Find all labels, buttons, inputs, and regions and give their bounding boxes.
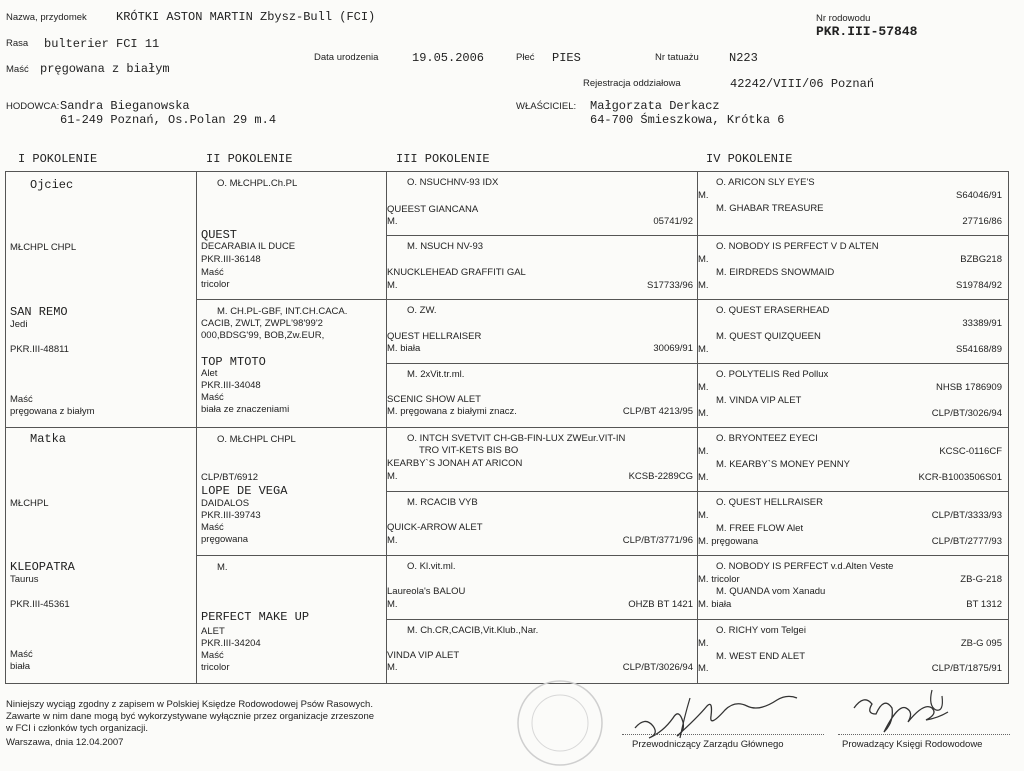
gen-heading-1: I POKOLENIE [18,152,98,166]
gen2-kennel: Alet [201,368,218,379]
sex-label: Płeć [516,52,535,63]
sire-kennel: Jedi [10,319,28,330]
gen2-father-title: O. MŁCHPL CHPL [217,434,296,445]
gen4-name: O. ARICON SLY EYE'S [716,177,815,188]
signature-registrar-caption: Prowadzący Księgi Rodowodowe [842,739,983,750]
gen4-sex: M. biała [698,599,732,610]
dam-color: biała [10,661,31,672]
gen4-reg: NHSB 1786909 [935,382,1002,393]
gen3-sex: M. [387,599,398,610]
gen3-reg: S17733/96 [647,280,693,291]
gen3-title: O. NSUCHNV-93 IDX [407,177,499,188]
gen4-sex: M. [698,638,709,649]
gen3-name: KEARBY`S JONAH AT ARICON [387,458,523,469]
branch-label: Rejestracja oddziałowa [583,78,681,89]
gen3-sex: M. pręgowana z białymi znacz. [387,406,517,417]
gen4-reg: CLP/BT/3333/93 [931,510,1002,521]
gen4-cell [698,620,1008,683]
footer-line-3: w FCI i członków tych organizacji. [6,723,149,734]
gen4-reg: S19784/92 [956,280,1002,291]
gen2-titles-2: 000,BDSG'99, BOB,Zw.EUR, [201,330,325,341]
gen4-name: O. NOBODY IS PERFECT v.d.Alten Veste [716,561,894,572]
gen2-father-title: M. CH.PL-GBF, INT.CH.CACA. [217,306,348,317]
gen4-cell [698,492,1008,555]
gen4-reg: BZBG218 [960,254,1002,265]
gen4-sex: M. [698,510,709,521]
gen2-color: tricolor [201,279,230,290]
gen2-color-label: Maść [201,522,224,533]
gen3-title: M. 2xVit.tr.ml. [407,369,465,380]
gen4-sex: M. [698,408,709,419]
gen4-cell [698,364,1008,427]
gen2-kennel: DAIDALOS [201,498,250,509]
gen3-sex: M. [387,280,398,291]
gen2-name: DECARABIA IL DUCE [201,241,296,252]
branch-value: 42242/VIII/06 Poznań [730,77,875,91]
owner-label: WŁAŚCICIEL: [516,101,577,112]
gen3-name: QUICK-ARROW ALET [387,522,483,533]
gen3-cell [387,428,697,491]
gen3-title: M. NSUCH NV-93 [407,241,484,252]
gen4-cell [698,236,1008,299]
gen4-name: O. POLYTELIS Red Pollux [716,369,829,380]
signature-registrar [850,686,960,741]
gen2-name: TOP MTOTO [201,355,266,369]
gen4-reg: S54168/89 [956,344,1002,355]
gen3-cell [387,236,697,299]
gen-heading-4: IV POKOLENIE [706,152,793,166]
breed-label: Rasa [6,38,29,49]
sire-name: SAN REMO [10,305,68,319]
gen4-cell [698,172,1008,235]
gen3-reg: OHZB BT 1421 [628,599,693,610]
breeder-name: Sandra Bieganowska [60,99,190,113]
sire-role: Ojciec [30,178,74,192]
gen3-cell [387,300,697,363]
gen3-title: O. ZW. [407,305,437,316]
gen3-reg: 05741/92 [653,216,693,227]
gen4-name: O. BRYONTEEZ EYECI [716,433,818,444]
gen1-dam-cell [6,428,196,683]
birth-value: 19.05.2006 [412,51,485,65]
gen4-sex: M. [698,663,709,674]
gen2-color-label: Maść [201,392,224,403]
gen4-name: M. VINDA VIP ALET [716,395,802,406]
sex-value: PIES [552,51,581,65]
dam-titles: MŁCHPL [10,498,49,509]
gen2-color: pręgowana [201,534,249,545]
gen4-sex: M. pręgowana [698,536,759,547]
gen2-name: LOPE DE VEGA [201,484,288,498]
gen3-sex: M. [387,471,398,482]
gen3-title: O. INTCH SVETVIT CH-GB-FIN-LUX ZWEur.VIT-IN [407,433,626,444]
gen2-color-label: Maść [201,267,224,278]
gen2-titles: CACIB, ZWLT, ZWPL'98'99'2 [201,318,323,329]
reg-no-label: Nr rodowodu [816,13,871,24]
gen3-name: VINDA VIP ALET [387,650,460,661]
gen4-cell [698,428,1008,491]
gen2-titles: CLP/BT/6912 [201,472,259,483]
gen2-father-title: O. MŁCHPL.Ch.PL [217,178,298,189]
reg-no-value: PKR.III-57848 [816,24,918,39]
breed-value: bulterier FCI 11 [44,37,160,51]
gen4-sex: M. [698,280,709,291]
signature-chairman-caption: Przewodniczący Zarządu Głównego [632,739,784,750]
gen2-kennel: QUEST [201,228,238,242]
footer-line-1: Niniejszy wyciąg zgodny z zapisem w Polskiej Księdze Rodowodowej Psów Rasowych. [6,699,373,710]
gen4-name: M. EIRDREDS SNOWMAID [716,267,835,278]
gen4-reg: ZB-G 095 [960,638,1002,649]
gen4-sex: M. [698,446,709,457]
dam-color-label: Maść [10,649,33,660]
gen3-reg: 30069/91 [653,343,693,354]
owner-address: 64-700 Śmieszkowa, Krótka 6 [590,113,785,127]
gen3-sex: M. [387,535,398,546]
gen4-reg: BT 1312 [966,599,1002,610]
gen4-sex: M. [698,382,709,393]
gen4-name: M. WEST END ALET [716,651,806,662]
gen3-cell [387,364,697,427]
gen3-cell [387,620,697,683]
sire-titles: MŁCHPL CHPL [10,242,77,253]
gen2-reg: PKR.III-39743 [201,510,261,521]
gen-heading-2: II POKOLENIE [206,152,293,166]
gen4-sex: M. tricolor [698,574,740,585]
dam-role: Matka [30,432,67,446]
official-stamp [515,678,605,771]
gen4-name: O. QUEST HELLRAISER [716,497,823,508]
gen3-name: KNUCKLEHEAD GRAFFITI GAL [387,267,526,278]
gen4-name: M. GHABAR TREASURE [716,203,824,214]
gen2-color-label: Maść [201,650,224,661]
gen3-reg: KCSB-2289CG [628,471,693,482]
gen4-sex: M. [698,190,709,201]
gen4-cell [698,556,1008,619]
gen3-name: SCENIC SHOW ALET [387,394,481,405]
gen3-title-2: TRO VIT-KETS BIS BO [419,445,519,456]
gen4-sex: M. [698,254,709,265]
gen4-reg: ZB-G-218 [960,574,1002,585]
breeder-address: 61-249 Poznań, Os.Polan 29 m.4 [60,113,277,127]
footer-date: Warszawa, dnia 12.04.2007 [6,737,124,748]
gen3-sex: M. [387,662,398,673]
gen3-sex: M. biała [387,343,421,354]
gen4-reg: KCSC-0116CF [939,446,1002,457]
gen3-sex: M. [387,216,398,227]
gen3-cell [387,492,697,555]
sire-color-label: Maść [10,394,33,405]
gen4-name: O. NOBODY IS PERFECT V D ALTEN [716,241,879,252]
gen3-reg: CLP/BT/3026/94 [622,662,693,673]
dam-reg: PKR.III-45361 [10,599,70,610]
gen4-reg: KCR-B1003506S01 [918,472,1002,483]
sire-color: pręgowana z białym [10,406,95,417]
gen4-cell [698,300,1008,363]
gen4-reg: CLP/BT/3026/94 [931,408,1002,419]
gen4-name: M. FREE FLOW Alet [716,523,804,534]
gen2-cell [197,172,386,299]
tattoo-value: N223 [729,51,758,65]
gen4-sex: M. [698,472,709,483]
gen4-name: M. QUEST QUIZQUEEN [716,331,821,342]
dam-name: KLEOPATRA [10,560,75,574]
gen3-title: M. Ch.CR,CACIB,Vit.Klub.,Nar. [407,625,539,636]
gen3-title: O. Kl.vit.ml. [407,561,456,572]
gen2-reg: PKR.III-36148 [201,254,261,265]
gen4-name: O. QUEST ERASERHEAD [716,305,830,316]
tattoo-label: Nr tatuażu [655,52,699,63]
gen2-cell [197,556,386,683]
dam-kennel: Taurus [10,574,39,585]
gen1-sire-cell [6,172,196,427]
gen3-reg: CLP/BT 4213/95 [622,406,693,417]
gen3-name: QUEEST GIANCANA [387,204,479,215]
name-label: Nazwa, przydomek [6,12,87,23]
gen2-kennel: ALET [201,626,225,637]
gen2-cell [197,428,386,555]
gen2-name: PERFECT MAKE UP [201,610,310,624]
gen2-father-title: M. [217,562,228,573]
dog-name: KRÓTKI ASTON MARTIN Zbysz-Bull (FCI) [116,10,376,24]
gen4-reg: CLP/BT/1875/91 [931,663,1002,674]
gen4-name: M. QUANDA vom Xanadu [716,586,826,597]
gen4-reg: S64046/91 [956,190,1002,201]
breeder-label: HODOWCA: [6,101,60,112]
gen4-reg: 33389/91 [962,318,1002,329]
color-value: pręgowana z białym [40,62,170,76]
gen3-name: QUEST HELLRAISER [387,331,482,342]
gen4-reg: CLP/BT/2777/93 [931,536,1002,547]
gen2-color: tricolor [201,662,230,673]
color-label: Maść [6,64,29,75]
birth-label: Data urodzenia [314,52,379,63]
footer-line-2: Zawarte w nim dane mogą być wykorzystywane wyłącznie przez organizacje zrzeszone [6,711,375,722]
gen2-reg: PKR.III-34048 [201,380,261,391]
gen4-sex: M. [698,344,709,355]
gen4-reg: 27716/86 [962,216,1002,227]
owner-name: Małgorzata Derkacz [590,99,720,113]
gen4-name: O. RICHY vom Telgei [716,625,806,636]
gen2-reg: PKR.III-34204 [201,638,261,649]
gen3-cell [387,172,697,235]
gen3-cell [387,556,697,619]
gen4-name: M. KEARBY`S MONEY PENNY [716,459,850,470]
gen3-reg: CLP/BT/3771/96 [622,535,693,546]
gen3-title: M. RCACIB VYB [407,497,478,508]
gen2-color: biała ze znaczeniami [201,404,290,415]
gen2-cell [197,300,386,427]
gen-heading-3: III POKOLENIE [396,152,490,166]
gen3-name: Laureola's BALOU [387,586,466,597]
sire-reg: PKR.III-48811 [10,344,69,355]
